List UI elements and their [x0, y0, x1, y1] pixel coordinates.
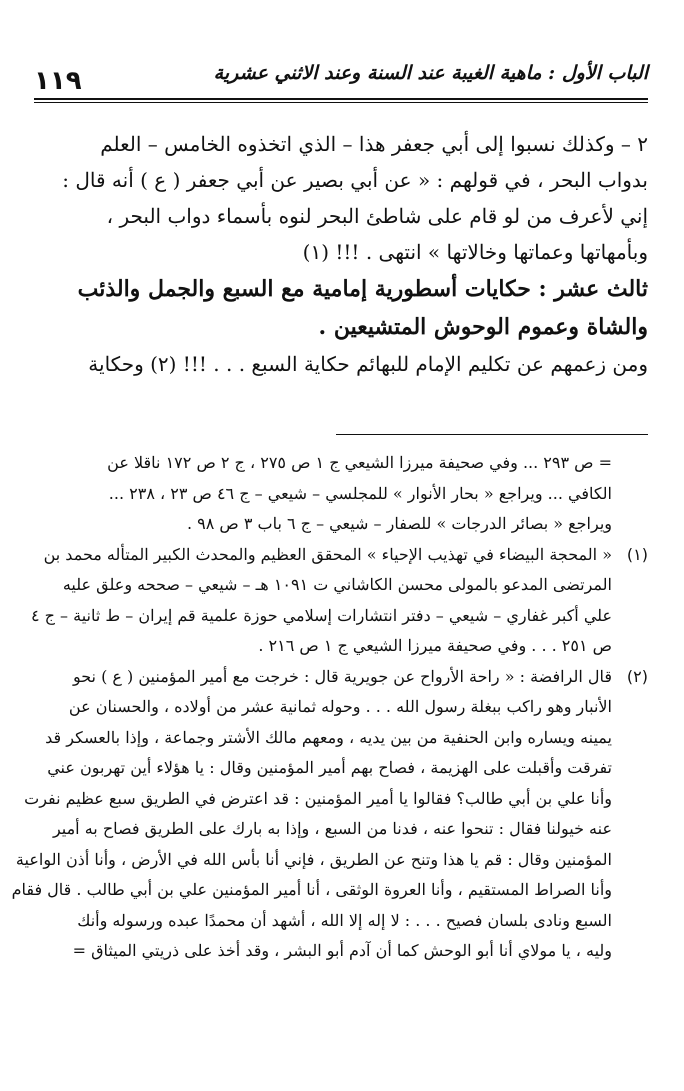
text-line: ٢ – وكذلك نسبوا إلى أبي جعفر هذا – الذي اتخذوه الخامس – العلم: [100, 132, 648, 156]
footnote-line: قال الرافضة : « راحة الأرواح عن جويرية قال : خرجت مع أمير المؤمنين ( ع ) نحو: [72, 666, 612, 686]
footnote-line: « المحجة البيضاء في تهذيب الإحياء » المحقق العظيم والمحدث الكبير المتأله محمد بن: [43, 544, 612, 564]
header-rule-thin: [34, 102, 648, 103]
footnote-line: عنه خيولنا فقال : تنحوا عنه ، فدنا من السبع ، وإذا به بارك على الطريق فصاح به أمير: [52, 819, 612, 838]
footnote-line: وأنا الصراط المستقيم ، وأنا العروة الوثقى ، أنا أمير المؤمنين علي بن أبي طالب . قال فقام: [11, 880, 612, 899]
running-title: الباب الأول : ماهية الغيبة عند السنة وعند الاثني عشرية: [213, 62, 648, 84]
footnote-line: = ص ٢٩٣ ... وفي صحيفة ميرزا الشيعي ج ١ ص ٢٧٥ ، ج ٢ ص ١٧٢ ناقلا عن: [107, 453, 612, 472]
footnote-separator: [336, 434, 648, 435]
page-number: ١١٩: [34, 66, 82, 96]
text-line: وبأمهاتها وعماتها وخالاتها » انتهى . !!! (١): [302, 240, 648, 264]
footnotes: [11, 448, 648, 967]
footnote-line: ويراجع « بصائر الدرجات » للصفار – شيعي – ج ٦ باب ٣ ص ٩٨ .: [186, 514, 612, 533]
header-rule: [34, 98, 648, 100]
text-line: إني لأعرف من لو قام على شاطئ البحر لنوه بأسماء دواب البحر ،: [106, 204, 648, 228]
footnote-line: المرتضى المدعو بالمولى محسن الكاشاني ت ١٠٩١ هـ – شيعي – صححه وعلق عليه: [62, 575, 612, 594]
footnote-continuation: [36, 448, 648, 540]
footnote-1: [30, 540, 648, 662]
footnote-marker: (١): [626, 544, 648, 564]
footnote-line: ص ٢٥١ . . . وفي صحيفة ميرزا الشيعي ج ١ ص ٢١٦ .: [258, 636, 612, 655]
section-heading-line: ثالث عشر : حكايات أسطورية إمامية مع السبع والجمل والذئب: [77, 276, 648, 302]
text-line: بدواب البحر ، في قولهم : « عن أبي بصير عن أبي جعفر ( ع ) أنه قال :: [62, 168, 648, 192]
footnote-line: المؤمنين وقال : قم يا هذا وتنح عن الطريق ، فإني أنا بأس الله في الأرض ، وأنا أذن الواعية: [15, 849, 612, 869]
footnote-line: الكافي ... ويراجع « بحار الأنوار » للمجلسي – شيعي – ج ٤٦ ص ٢٣ ، ٢٣٨ ...: [108, 483, 612, 503]
text-line: ومن زعمهم عن تكليم الإمام للبهائم حكاية السبع . . . !!! (٢) وحكاية: [88, 352, 648, 376]
footnote-line: علي أكبر غفاري – شيعي – دفتر انتشارات إسلامي حوزة علمية قم إيران – ط ثانية – ج ٤: [30, 605, 612, 625]
page-header: [34, 62, 648, 108]
footnote-line: تفرقت وأقبلت على الهزيمة ، فصاح بهم أمير المؤمنين وقال : يا هؤلاء أين تهربون عني: [47, 758, 612, 777]
footnote-line: وليه ، يا مولاي أنا أبو الوحش كما أن آدم أبو البشر ، وقد أخذ على ذريتي الميثاق =: [72, 941, 612, 960]
footnote-marker: (٢): [626, 666, 648, 686]
footnote-2: [11, 662, 648, 967]
footnote-line: السبع ونادى بلسان فصيح . . . : لا إله إلا الله ، أشهد أن محمدًا عبده ورسوله وأنك: [77, 910, 612, 930]
footnote-line: يمينه ويساره وابن الحنفية من بين يديه ، ومعهم مالك الأشتر وجماعة ، وإذا بالعسكر قد: [45, 727, 612, 747]
section-heading-line: والشاة وعموم الوحوش المتشيعين .: [318, 314, 648, 340]
footnote-line: وأنا علي بن أبي طالب؟ فقالوا يا أمير المؤمنين : قد اعترض في الطريق سبع عظيم نفرت: [24, 788, 612, 808]
footnote-line: الأنبار وهو راكب ببغلة رسول الله . . . وحوله ثمانية عشر من أولاده ، والحسنان عن: [68, 697, 612, 716]
main-text: [36, 126, 648, 382]
